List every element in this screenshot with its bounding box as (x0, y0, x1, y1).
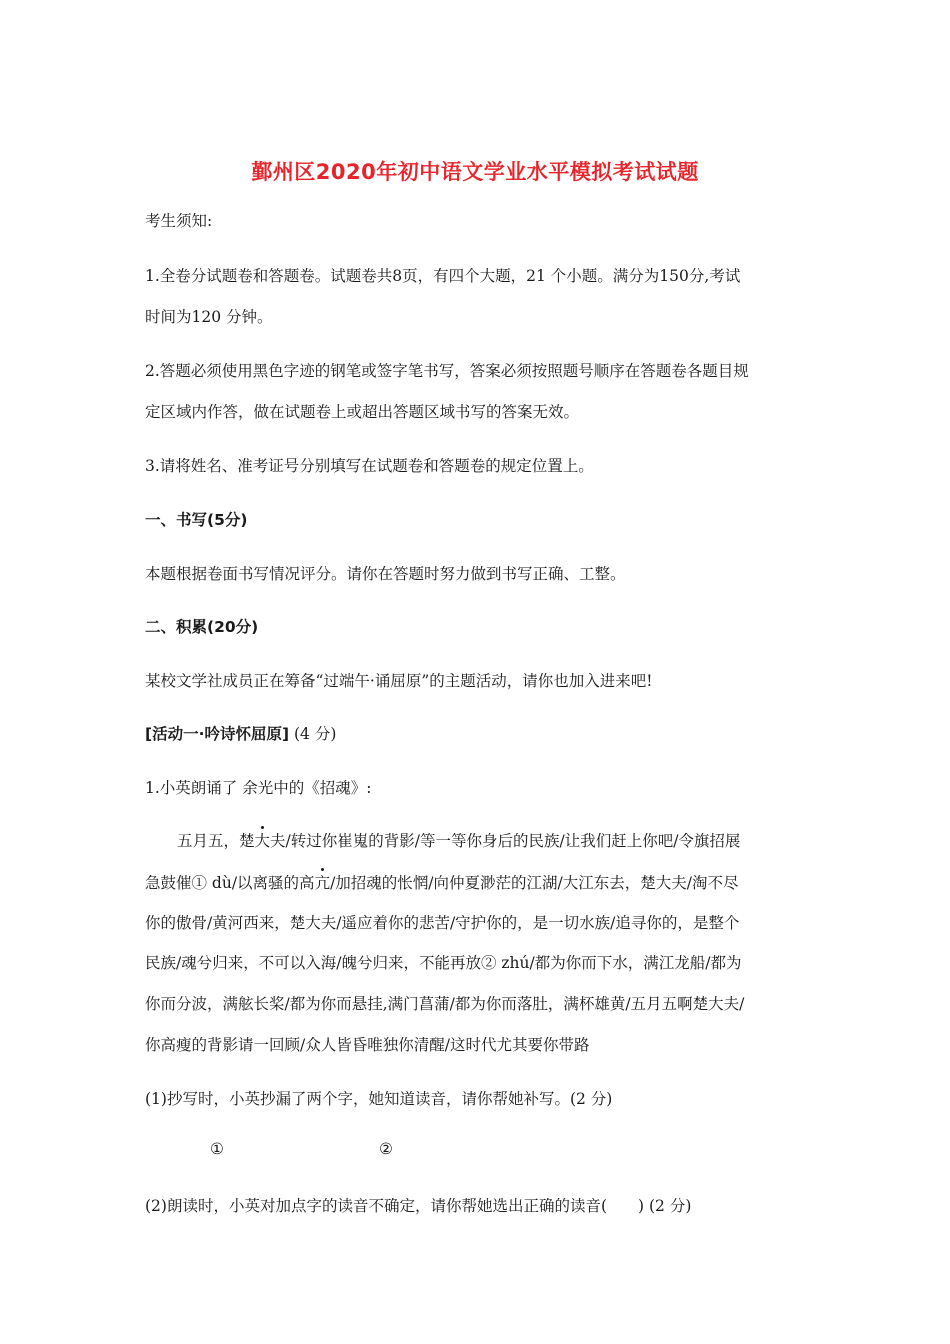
section-text: 本题根据卷面书写情况评分。请你在答题时努力做到书写正确、工整。 (145, 565, 626, 583)
question-1: 1.小英朗诵了 余光中的《招魂》: (145, 779, 372, 797)
poem-line: 民族/魂兮归来，不可以入海/魄兮归来，不能再放② zhú/都为你而下水，满江龙船/都为 (145, 954, 742, 972)
poem-text: 五月五，楚 (177, 832, 255, 850)
dotted-char: 亢 (314, 874, 331, 892)
notice-heading: 考生须知: (145, 212, 213, 230)
poem-line: 你的傲骨/黄河西来，楚大夫/遥应着你的悲苦/守护你的，是一切水族/追寻你的，是整个 (145, 914, 740, 932)
section-intro: 某校文学社成员正在筹备“过端午·诵屈原”的主题活动，请你也加入进来吧! (145, 672, 653, 690)
poem-line: 你而分波，满舷长桨/都为你而悬挂,满门菖蒲/都为你而落肚，满杯雄黄/五月五啊楚大夫/ (145, 995, 745, 1013)
dotted-char: 大 (254, 832, 271, 850)
answer-blank-1: ① (210, 1140, 224, 1158)
section-heading: 二、积累(20分) (145, 618, 259, 636)
notice-line: 1.全卷分试题卷和答题卷。试题卷共8页，有四个大题，21 个小题。满分为150分,考试 (145, 267, 741, 285)
notice-line: 2.答题必须使用黑色字迹的钢笔或签字笔书写，答案必须按照题号顺序在答题卷各题目规 (145, 362, 749, 380)
activity-title (145, 722, 336, 744)
section-heading: 一、书写(5分) (145, 511, 248, 529)
notice-line: 3.请将姓名、准考证号分别填写在试题卷和答题卷的规定位置上。 (145, 457, 594, 475)
notice-line: 时间为120 分钟。 (145, 308, 273, 326)
answer-blank-2: ② (379, 1140, 393, 1158)
poem-text: 夫/转过你崔嵬的背影/等一等你身后的民族/让我们赶上你吧/令旗招展 (270, 832, 741, 850)
exam-title: 鄞州区2020年初中语文学业水平模拟考试试题 (251, 160, 699, 184)
poem-line: 你高瘦的背影请一回顾/众人皆昏唯独你清醒/这时代尤其要你带路 (145, 1036, 590, 1054)
poem-text: /加招魂的怅惘/向仲夏渺茫的江湖/大江东去，楚大夫/淘不尽 (330, 874, 739, 892)
activity-score: (4 分) (294, 725, 337, 743)
poem-line (177, 829, 740, 851)
poem-text: 急鼓催① dù/以离骚的高 (145, 874, 315, 892)
sub-question-2: (2)朗读时，小英对加点字的读音不确定，请你帮她选出正确的读音( ) (2 分) (145, 1197, 692, 1215)
activity-label: [活动一·吟诗怀屈原] (145, 725, 290, 743)
sub-question-1: (1)抄写时，小英抄漏了两个字，她知道读音，请你帮她补写。(2 分) (145, 1090, 613, 1108)
poem-line (145, 871, 738, 893)
notice-line: 定区域内作答，做在试题卷上或超出答题区域书写的答案无效。 (145, 403, 580, 421)
